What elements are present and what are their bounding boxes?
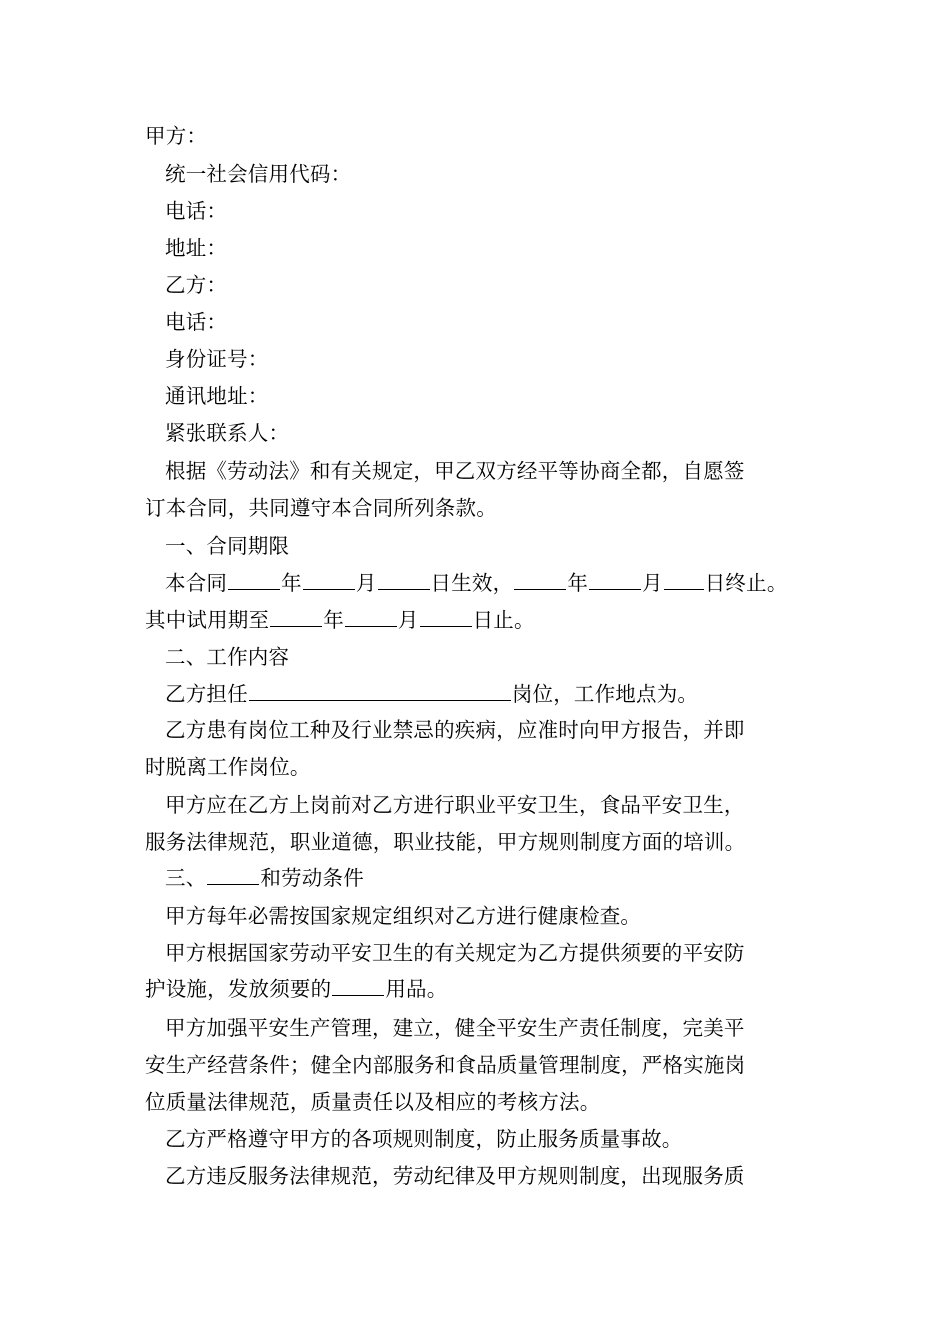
text-segment: 护设施，发放须要的	[145, 977, 332, 1001]
blank-probation-year	[270, 604, 322, 627]
safety-clause-line-2	[145, 973, 447, 1004]
party-a-address-label: 地址：	[165, 236, 228, 260]
blank-end-month	[589, 567, 641, 590]
party-b-label: 乙方：	[165, 273, 228, 297]
party-a-phone-label: 电话：	[165, 199, 228, 223]
blank-start-day	[378, 567, 430, 590]
blank-start-month	[303, 567, 355, 590]
text-segment: 年	[281, 571, 302, 595]
text-segment: 岗位，工作地点为。	[511, 682, 699, 706]
text-segment: 月	[397, 608, 419, 632]
text-segment: 用品。	[385, 977, 448, 1001]
text-segment: 乙方担任	[165, 682, 248, 706]
disease-clause-line-2: 时脱离工作岗位。	[145, 755, 311, 779]
blank-end-year	[514, 567, 566, 590]
blank-section-3	[207, 862, 259, 885]
emergency-contact-label: 紧张联系人：	[165, 421, 290, 445]
training-clause-line-2: 服务法律规范，职业道德，职业技能，甲方规则制度方面的培训。	[145, 830, 746, 854]
section-2-heading: 二、工作内容	[165, 645, 290, 669]
management-clause-line-1: 甲方加强平安生产管理，建立，健全平安生产责任制度，完美平	[165, 1016, 745, 1040]
text-segment: 年	[567, 571, 589, 595]
blank-end-day	[664, 567, 704, 590]
text-segment: 本合同	[165, 571, 228, 595]
disease-clause-line-1: 乙方患有岗位工种及行业禁忌的疾病，应准时向甲方报告，并即	[165, 718, 745, 742]
violation-clause-line-1: 乙方违反服务法律规范，劳动纪律及甲方规则制度，出现服务质	[165, 1164, 745, 1188]
section-1-heading: 一、合同期限	[165, 534, 290, 558]
party-b-phone-label: 电话：	[165, 310, 228, 334]
text-segment: 三、	[165, 866, 207, 890]
blank-supplies	[332, 973, 384, 996]
mailing-address-label: 通讯地址：	[165, 384, 269, 408]
text-segment: 日终止。	[704, 571, 788, 595]
text-segment: 日止。	[472, 608, 535, 632]
contract-term-line-1	[165, 567, 788, 598]
training-clause-line-1: 甲方应在乙方上岗前对乙方进行职业平安卫生，食品平安卫生，	[165, 793, 745, 817]
preamble-line-2: 订本合同，共同遵守本合同所列条款。	[145, 496, 497, 520]
text-segment: 和劳动条件	[260, 866, 364, 890]
section-3-heading	[165, 862, 364, 893]
text-segment: 年	[323, 608, 344, 632]
party-a-label: 甲方：	[145, 124, 208, 148]
credit-code-label: 统一社会信用代码：	[165, 162, 352, 186]
blank-probation-day	[420, 604, 472, 627]
id-number-label: 身份证号：	[165, 347, 269, 371]
probation-line	[145, 604, 535, 635]
health-check-clause: 甲方每年必需按国家规定组织对乙方进行健康检查。	[165, 904, 642, 928]
blank-position	[249, 678, 511, 701]
preamble-line-1: 根据《劳动法》和有关规定，甲乙双方经平等协商全都，自愿签	[165, 459, 745, 483]
blank-probation-month	[345, 604, 397, 627]
blank-start-year	[228, 567, 280, 590]
text-segment: 其中试用期至	[145, 608, 270, 632]
text-segment: 月	[355, 571, 377, 595]
text-segment: 日生效，	[430, 571, 514, 595]
management-clause-line-3: 位质量法律规范，质量责任以及相应的考核方法。	[145, 1090, 601, 1114]
compliance-clause: 乙方严格遵守甲方的各项规则制度，防止服务质量事故。	[165, 1127, 683, 1151]
text-segment: 月	[642, 571, 663, 595]
position-line	[165, 678, 698, 709]
safety-clause-line-1: 甲方根据国家劳动平安卫生的有关规定为乙方提供须要的平安防	[165, 941, 745, 965]
management-clause-line-2: 安生产经营条件；健全内部服务和食品质量管理制度，严格实施岗	[145, 1053, 746, 1077]
